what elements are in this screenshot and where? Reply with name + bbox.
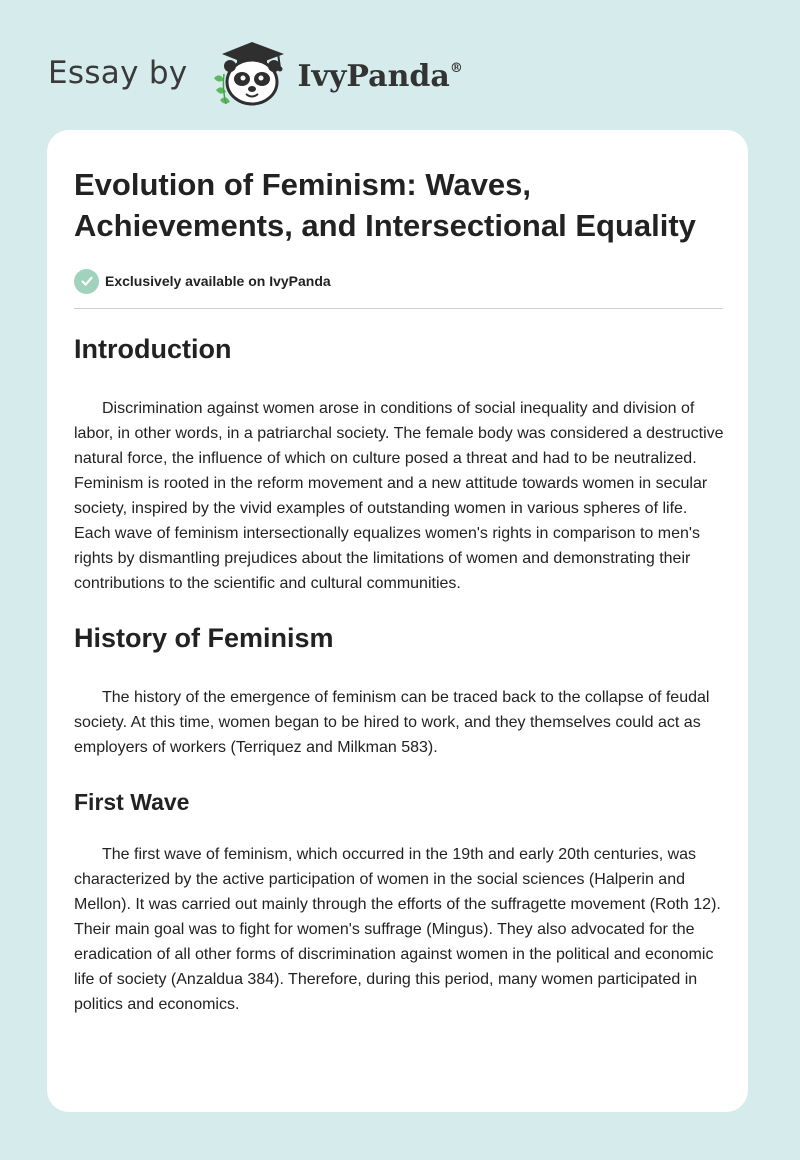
essay-by-label: Essay by: [48, 55, 188, 91]
section-heading-introduction: Introduction: [74, 334, 232, 364]
paragraph-introduction: Discrimination against women arose in conditions of social inequality and division of labor, in other words, in a patriarchal society. The female body was considered a destructive natural force, the influence of which on culture posed a threat and had to be neutralized. Feminism is rooted in the reform movement and a new attitude towards women in secular society, inspired by the vivid examples of outstanding women in various spheres of life. Each wave of feminism intersectionally equalizes women's rights in comparison to men's rights by dismantling prejudices about the limitations of women and demonstrating their contributions to the scientific and cultural communities.: [74, 400, 724, 592]
paragraph-history: The history of the emergence of feminism can be traced back to the collapse of feudal society. At this time, women began to be hired to work, and they themselves could act as employers of workers (Terriquez and Milkman 583).: [74, 689, 710, 756]
panda-logo-icon: [204, 38, 294, 108]
ivypanda-logo[interactable]: [204, 38, 294, 108]
title-divider: [74, 308, 723, 309]
paragraph-first-wave: The first wave of feminism, which occurred in the 19th and early 20th centuries, was characterized by the active participation of women in the social sciences (Halperin and Mellon). It was carried out mainly through the efforts of the suffragette movement (Roth 12). Their main goal was to fight for women's suffrage (Mingus). They also advocated for the eradication of all other forms of discrimination against women in the political and economic life of society (Anzaldua 384). Therefore, during this period, many women participated in politics and economics.: [74, 846, 721, 1013]
brand-header: [48, 38, 463, 108]
brand-name-text: IvyPanda: [297, 58, 450, 94]
brand-name[interactable]: [298, 59, 463, 94]
checkmark-icon: [74, 269, 99, 294]
exclusive-text: Exclusively available on IvyPanda: [105, 273, 331, 289]
section-heading-first-wave: First Wave: [74, 789, 190, 815]
essay-content: [74, 164, 724, 1017]
registered-mark: ®: [449, 60, 463, 76]
exclusive-badge: [74, 268, 724, 294]
section-heading-history: History of Feminism: [74, 623, 334, 653]
essay-title: Evolution of Feminism: Waves, Achievements, and Intersectional Equality: [74, 167, 696, 243]
essay-card: [47, 130, 748, 1112]
